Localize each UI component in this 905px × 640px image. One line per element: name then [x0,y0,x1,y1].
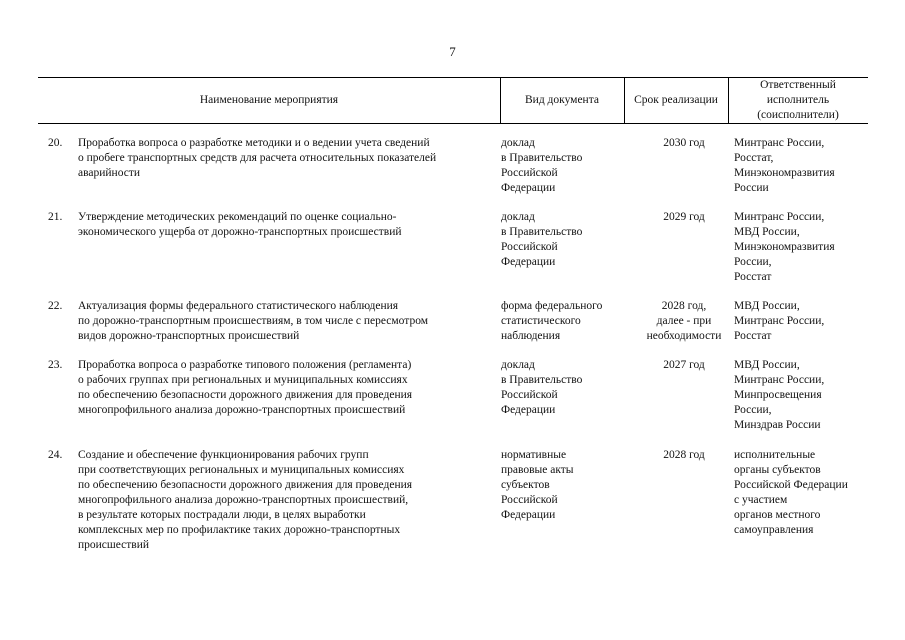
implementation-term: 2028 год [663,449,705,461]
row-number: 20. [48,137,63,149]
page-number: 7 [449,44,456,59]
document-type: форма федерального статистического наблюдения [501,300,603,342]
activity-name: Проработка вопроса о разработке методики и о ведении учета сведений о пробеге транспортных средств для расчета относительных показателей аварийности [78,137,437,179]
header-responsible: Ответственный исполнитель (соисполнители) [757,79,839,121]
responsible-executor: Минтранс России, МВД России, Минэкономразвития России, Росстат [734,211,835,283]
row-number: 24. [48,449,63,461]
implementation-term: 2027 год [663,359,705,371]
header-doc-type: Вид документа [525,94,599,106]
activity-name: Проработка вопроса о разработке типового положения (регламента) о рабочих группах при региональных и муниципальных комиссиях по обеспечению безопасности дорожного движения для проведения многопрофильного анализа дорожно-транспортных происшествий [78,359,413,416]
row-number: 22. [48,300,63,312]
responsible-executor: исполнительные органы субъектов Российской Федерации с участием органов местного самоуправления [734,449,848,536]
responsible-executor: МВД России, Минтранс России, Росстат [734,300,825,342]
implementation-term: 2028 год, далее - при необходимости [646,300,722,342]
activity-name: Утверждение методических рекомендаций по оценке социально- экономического ущерба от дорожно-транспортных происшествий [78,211,402,238]
header-bottom-border [38,123,868,124]
implementation-term: 2029 год [663,211,705,223]
activity-name: Создание и обеспечение функционирования рабочих групп при соответствующих региональных и муниципальных комиссиях по обеспечению безопасности дорожного движения для проведения многопрофильного анализа дорожно-транспортных происшествий, в результате которых пострадали люди, в целях выработки комплексных мер по профилактике таких дорожно-транспортных происшествий [78,449,413,551]
document-type: доклад в Правительство Российской Федерации [501,137,583,194]
implementation-term: 2030 год [663,137,705,149]
activity-name: Актуализация формы федерального статистического наблюдения по дорожно-транспортным происшествиям, в том числе с пересмотром видов дорожно-транспортных происшествий [78,300,429,342]
responsible-executor: МВД России, Минтранс России, Минпросвещения России, Минздрав России [734,359,825,431]
document-type: доклад в Правительство Российской Федерации [501,359,583,416]
row-number: 23. [48,359,63,371]
header-term: Срок реализации [634,94,718,106]
header-name: Наименование мероприятия [199,94,339,106]
document-type: доклад в Правительство Российской Федерации [501,211,583,268]
row-number: 21. [48,211,63,223]
responsible-executor: Минтранс России, Росстат, Минэкономразвития России [734,137,835,194]
document-type: нормативные правовые акты субъектов Российской Федерации [501,449,574,521]
